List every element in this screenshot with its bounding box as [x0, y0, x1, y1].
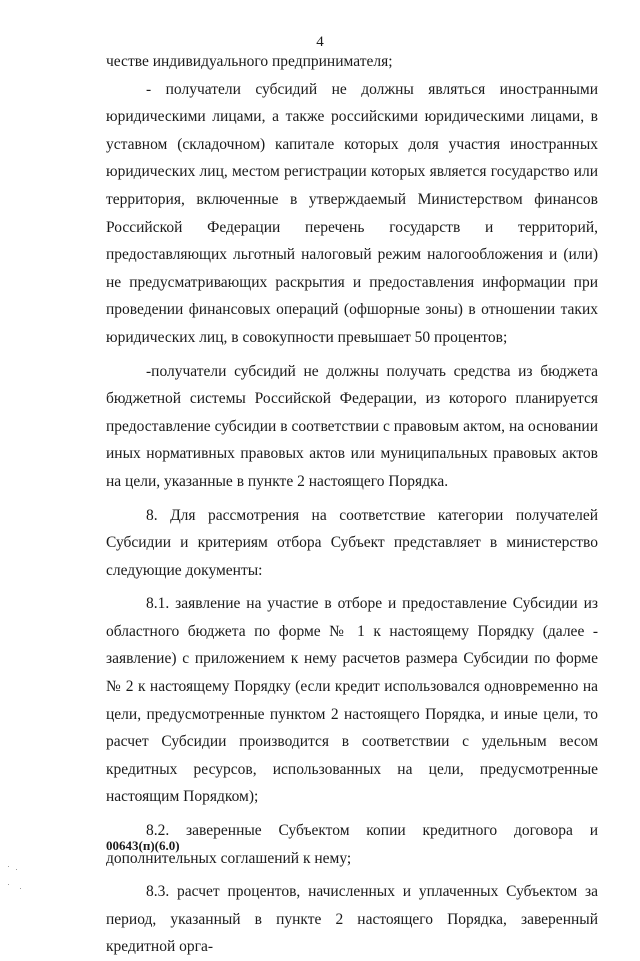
- paragraph-clause-8: 8. Для рассмотрения на соответствие категории получателей Субсидии и критериям отбора Субъект представляет в министерство следующие документы:: [106, 506, 598, 579]
- scan-speck: [20, 888, 21, 889]
- scan-speck: [16, 869, 17, 870]
- paragraph-clause-8-2: 8.2. заверенные Субъектом копии кредитного договора и дополнительных соглашений к нему;: [106, 822, 598, 867]
- paragraph-continuation: честве индивидуального предпринимателя;: [106, 53, 393, 70]
- paragraph-budget-funds: -получатели субсидий не должны получать средства из бюджета бюджетной системы Российской Федерации, из которого планируется предоставление субсидии в соответствии с правовым актом, на основании иных нормативных правовых актов или муниципальных правовых актов на цели, указанные в пункте 2 настоящего Порядка.: [106, 362, 598, 490]
- page-number: 4: [316, 34, 324, 50]
- document-code: 00643(п)(6.0): [106, 838, 180, 853]
- paragraph-clause-8-3: 8.3. расчет процентов, начисленных и уплаченных Субъектом за период, указанный в пункте 2 настоящего Порядка, заверенный кредитной орга-: [106, 883, 598, 956]
- paragraph-clause-8-1: 8.1. заявление на участие в отборе и предоставление Субсидии из областного бюджета по форме № 1 к настоящему Порядку (далее - заявление) с приложением к нему расчетов размера Субсидии по форме № 2 к настоящему Порядку (если кредит использовался одновременно на цели, предусмотренные пунктом 2 настоящего Порядка, и иные цели, то расчет Субсидии производится в соответствии с удельным весом кредитных ресурсов, использованных на цели, предусмотренные настоящим Порядком);: [106, 595, 598, 806]
- document-body: [106, 48, 598, 961]
- paragraph-foreign-entities: - получатели субсидий не должны являться иностранными юридическими лицами, а также российскими юридическими лицами, в уставном (складочном) капитале которых доля участия иностранных юридических лиц, местом регистрации которых является государство или территория, включенные в утверждаемый Министерством финансов Российской Федерации перечень государств и территорий, предоставляющих льготный налоговый режим налогообложения и (или) не предусматривающих раскрытия и предоставления информации при проведении финансовых операций (офшорные зоны) в отношении таких юридических лиц, в совокупности превышает 50 процентов;: [106, 80, 598, 346]
- scan-speck: [8, 866, 9, 867]
- scan-speck: [8, 884, 9, 885]
